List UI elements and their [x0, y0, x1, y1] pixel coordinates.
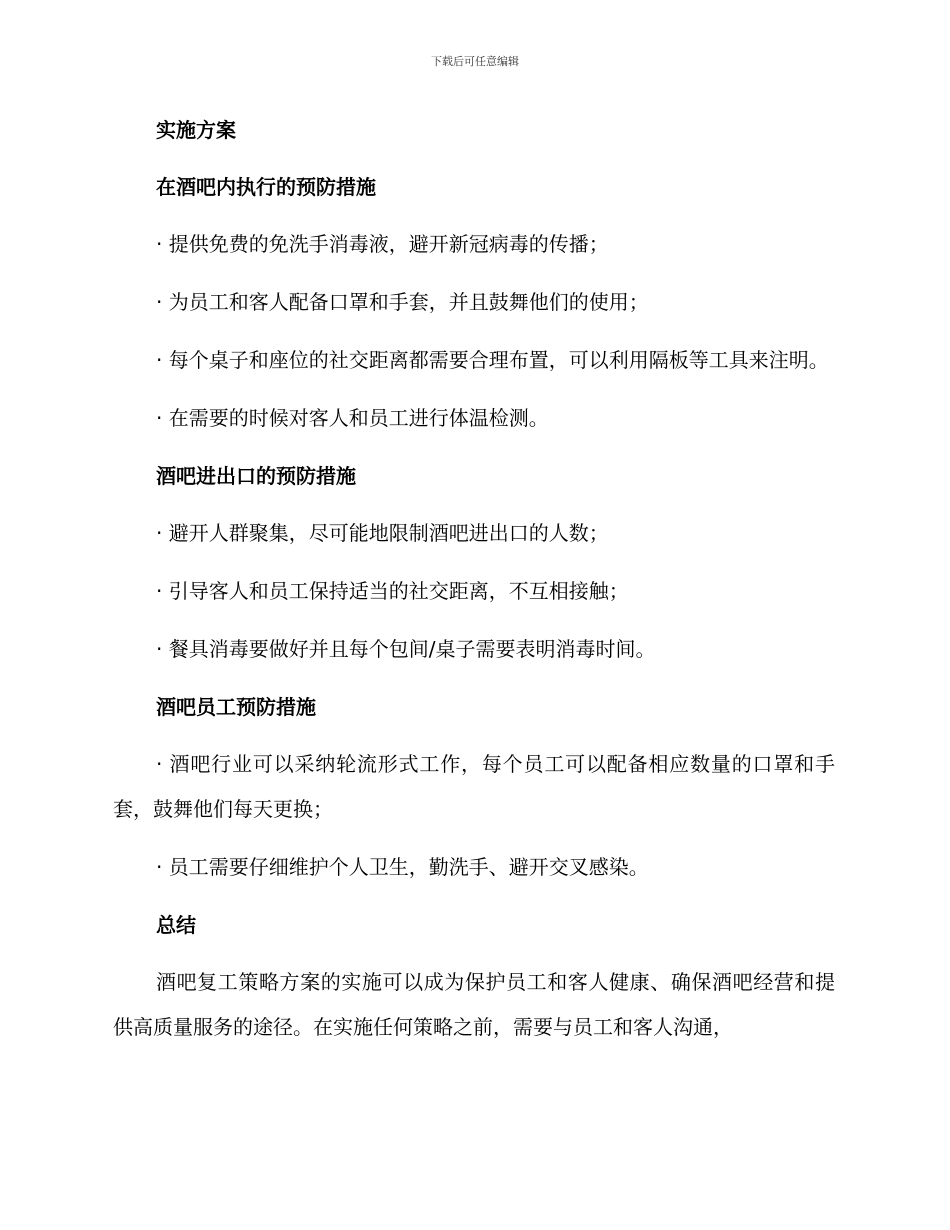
page-header-note: 下载后可任意编辑: [431, 55, 519, 68]
bullet-item: · 餐具消毒要做好并且每个包间/桌子需要表明消毒时间。: [156, 637, 656, 661]
subsection-heading-staff: 酒吧员工预防措施: [156, 695, 316, 719]
document-body: [113, 108, 835, 1063]
bullet-item: · 在需要的时候对客人和员工进行体温检测。: [156, 406, 549, 430]
section-heading-implementation: 实施方案: [156, 118, 236, 142]
subsection-heading-entrance: 酒吧进出口的预防措施: [156, 464, 356, 488]
bullet-item: · 为员工和客人配备口罩和手套，并且鼓舞他们的使用；: [156, 290, 649, 314]
bullet-item: · 引导客人和员工保持适当的社交距离，不互相接触；: [156, 579, 629, 603]
bullet-item: · 酒吧行业可以采纳轮流形式工作，每个员工可以配备相应数量的口罩和手套，鼓舞他们每天更换；: [113, 752, 835, 821]
bullet-item: · 员工需要仔细维护个人卫生，勤洗手、避开交叉感染。: [156, 855, 649, 879]
bullet-item: · 避开人群聚集，尽可能地限制酒吧进出口的人数；: [156, 521, 609, 545]
section-heading-summary: 总结: [156, 913, 196, 937]
bullet-item: · 每个桌子和座位的社交距离都需要合理布置，可以利用隔板等工具来注明。: [156, 348, 829, 372]
subsection-heading-inside-bar: 在酒吧内执行的预防措施: [156, 175, 376, 199]
bullet-item: · 提供免费的免洗手消毒液，避开新冠病毒的传播；: [156, 232, 609, 256]
summary-paragraph: 酒吧复工策略方案的实施可以成为保护员工和客人健康、确保酒吧经营和提供高质量服务的途径。在实施任何策略之前，需要与员工和客人沟通，: [113, 970, 835, 1039]
